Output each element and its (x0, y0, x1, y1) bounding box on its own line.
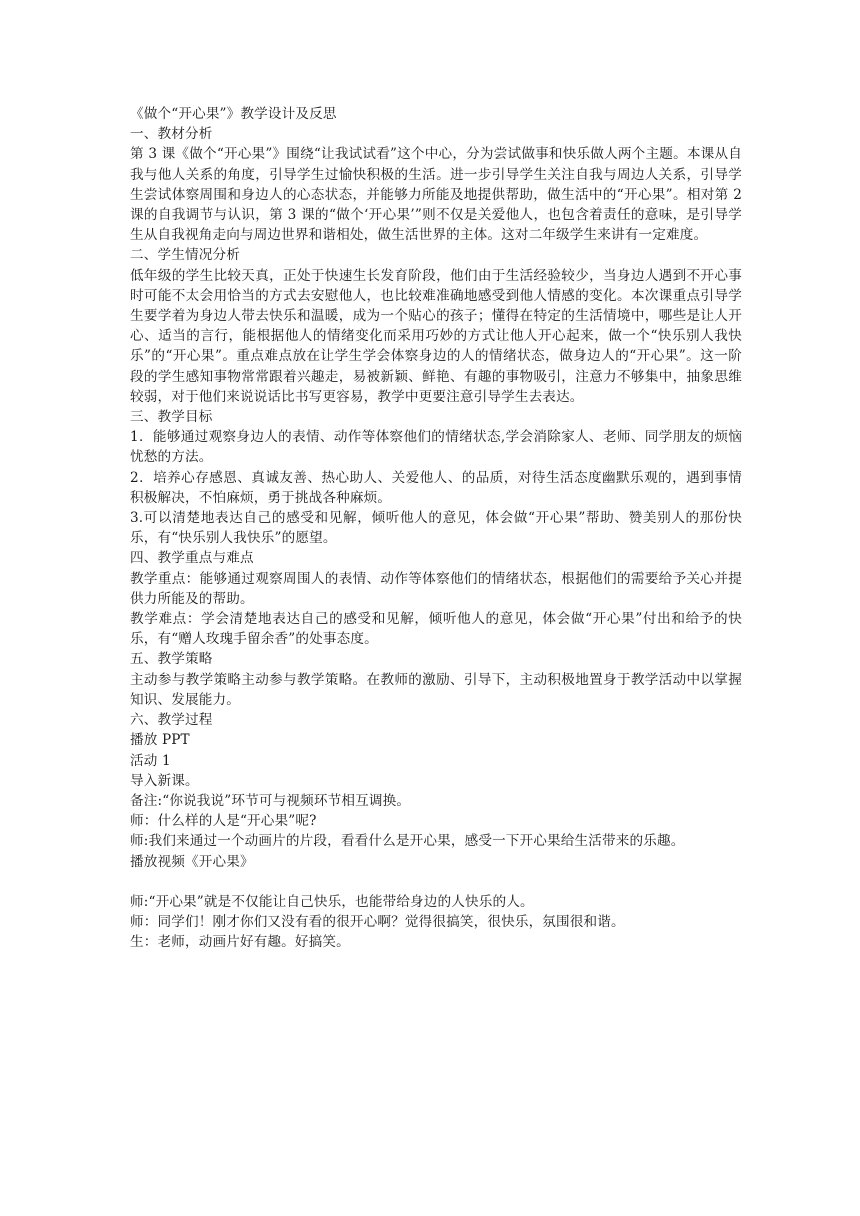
paragraph: 师:我们来通过一个动画片的片段，看看什么是开心果，感受一下开心果给生活带来的乐趣。 (130, 833, 685, 850)
paragraph: 师：什么样的人是“开心果”呢? (130, 813, 317, 830)
paragraph: 教学重点：能够通过观察周围人的表情、动作等体察他们的情绪状态，根据他们的需要给予关心并提供力所能及的帮助。 (130, 570, 742, 607)
paragraph: 低年级的学生比较天真，正处于快速生长发育阶段，他们由于生活经验较少，当身边人遇到不开心事时可能不太会用恰当的方式去安慰他人，也比较难准确地感受到他人情感的变化。本次课重点引导学生要学着为身边人带去快乐和温暖，成为一个贴心的孩子；懂得在特定的生活情境中，哪些是让人开心、适当的言行，能根据他人的情绪变化而采用巧妙的方式让他人开心起来，做一个“快乐别人我快乐”的“开心果”。重点难点放在让学生学会体察身边的人的情绪状态，做身边人的“开心果”。这一阶段的学生感知事物常常跟着兴趣走，易被新颖、鲜艳、有趣的事物吸引，注意力不够集中，抽象思维较弱，对于他们来说说话比书写更容易，教学中更要注意引导学生去表达。 (130, 267, 742, 405)
section-heading: 二、学生情况分析 (130, 247, 240, 264)
paragraph: 师:“开心果”就是不仅能让自己快乐，也能带给身边的人快乐的人。 (130, 893, 534, 910)
section-heading: 六、教学过程 (130, 712, 213, 729)
blank-line (130, 872, 742, 892)
paragraph: 播放视频《开心果》 (130, 853, 254, 870)
document-body (130, 104, 742, 953)
paragraph: 播放 PPT (130, 732, 190, 749)
paragraph: 1．能够通过观察身边人的表情、动作等体察他们的情绪状态,学会消除家人、老师、同学朋友的烦恼忧愁的方法。 (130, 429, 742, 466)
paragraph: 生：老师，动画片好有趣。好搞笑。 (130, 934, 350, 951)
section-heading: 三、教学目标 (130, 409, 213, 426)
paragraph: 师：同学们！刚才你们又没有看的很开心啊？觉得很搞笑，很快乐，氛围很和谐。 (130, 914, 625, 931)
document-title: 《做个“开心果”》教学设计及反思 (130, 106, 337, 122)
paragraph: 主动参与教学策略主动参与教学策略。在教师的激励、引导下，主动积极地置身于教学活动中以掌握知识、发展能力。 (130, 671, 742, 708)
paragraph: 2．培养心存感恩、真诚友善、热心助人、关爱他人、的品质，对待生活态度幽默乐观的，遇到事情积极解决，不怕麻烦，勇于挑战各种麻烦。 (130, 469, 742, 506)
section-heading: 四、教学重点与难点 (130, 550, 254, 567)
paragraph: 备注:“你说我说”环节可与视频环节相互调换。 (130, 792, 411, 809)
paragraph: 第 3 课《做个“开心果”》围绕“让我试试看”这个中心，分为尝试做事和快乐做人两个主题。本课从自我与他人关系的角度，引导学生过愉快积极的生活。进一步引导学生关注自我与周边人关系，引导学生尝试体察周围和身边人的心态状态，并能够力所能及地提供帮助，做生活中的“开心果”。相对第 2 课的自我调节与认识，第 3 课的“做个‘开心果’”则不仅是关爱他人，也包含着责任的意味，是引导学生从自我视角走向与周边世界和谐相处，做生活世界的主体。这对二年级学生来讲有一定难度。 (130, 146, 742, 244)
paragraph: 3.可以清楚地表达自己的感受和见解，倾听他人的意见，体会做“开心果”帮助、赞美别人的那份快乐，有“快乐别人我快乐”的愿望。 (130, 510, 742, 547)
section-heading: 一、教材分析 (130, 126, 213, 143)
section-heading: 五、教学策略 (130, 651, 213, 668)
paragraph: 教学难点：学会清楚地表达自己的感受和见解，倾听他人的意见，体会做“开心果”付出和给予的快乐，有“赠人玫瑰手留余香”的处事态度。 (130, 611, 742, 648)
paragraph: 活动 1 (130, 752, 171, 769)
paragraph: 导入新课。 (130, 772, 199, 789)
